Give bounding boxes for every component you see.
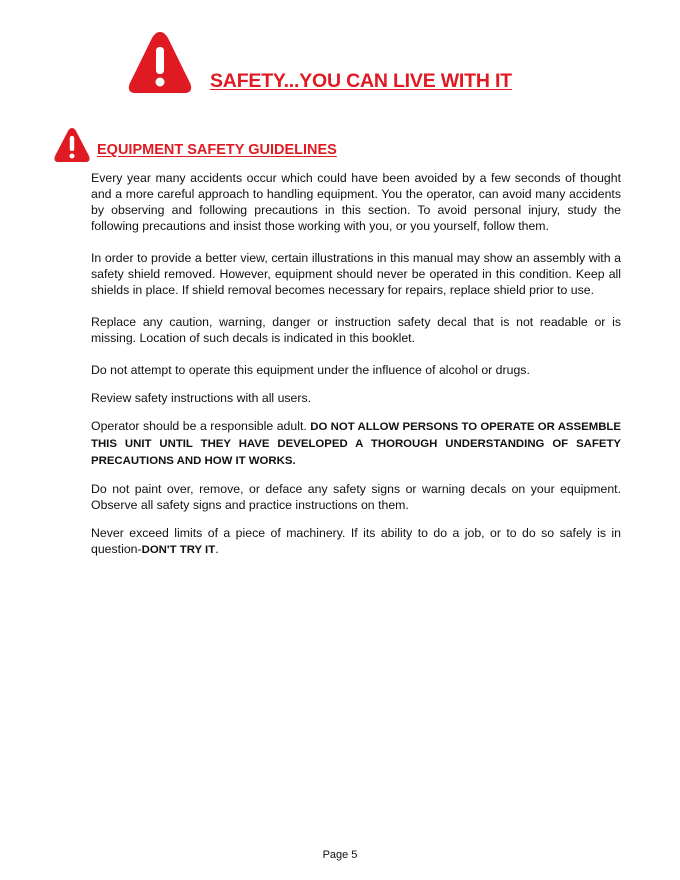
- paragraph: In order to provide a better view, certain illustrations in this manual may show an assembly with a safety shield removed. However, equipment should never be operated in this condition. Keep all shields in place. If shield removal becomes necessary for repairs, replace shield prior to use.: [91, 251, 621, 297]
- page-number: Page 5: [322, 849, 358, 861]
- limits-tail-text: .: [215, 542, 219, 556]
- paragraph: Replace any caution, warning, danger or instruction safety decal that is not readable or is missing. Location of such decals is indicated in this booklet.: [91, 315, 621, 345]
- page-title: SAFETY...YOU CAN LIVE WITH IT: [210, 70, 512, 92]
- operator-emphasis-text: DO NOT ALLOW PERSONS TO OPERATE OR ASSEMBLE THIS UNIT UNTIL THEY HAVE DEVELOPED A THOROUGH UNDERSTANDING OF SAFETY PRECAUTIONS AND HOW IT WORKS.: [91, 421, 621, 467]
- paragraph: Do not paint over, remove, or deface any safety signs or warning decals on your equipment. Observe all safety signs and practice instructions on them.: [91, 482, 621, 512]
- operator-paragraph: [91, 418, 621, 469]
- guidelines-body: [91, 170, 621, 558]
- section-heading: EQUIPMENT SAFETY GUIDELINES: [97, 142, 337, 158]
- warning-triangle-icon: [127, 29, 193, 96]
- paragraph: Review safety instructions with all users.: [91, 391, 312, 405]
- operator-lead-text: Operator should be a responsible adult.: [91, 419, 311, 433]
- paragraph: Do not attempt to operate this equipment under the influence of alcohol or drugs.: [91, 363, 530, 377]
- limits-emphasis-text: DON'T TRY IT: [141, 544, 216, 556]
- paragraph: Every year many accidents occur which could have been avoided by a few seconds of thought and a more careful approach to handling equipment. You the operator, can avoid many accidents by observing and following precautions in this section. To avoid personal injury, study the following precautions and insist those working with you, or you yourself, follow them.: [91, 171, 621, 233]
- warning-triangle-icon: [53, 126, 91, 164]
- limits-paragraph: [91, 525, 621, 558]
- limits-lead-text: Never exceed limits of a piece of machinery. If its ability to do a job, or to do so safely is in question-: [91, 526, 621, 556]
